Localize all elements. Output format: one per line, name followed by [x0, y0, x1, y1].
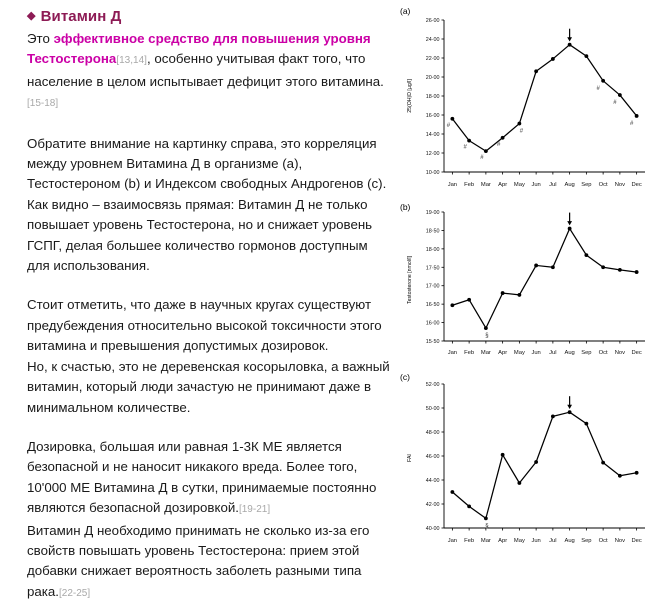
data-point-marker	[484, 149, 488, 153]
x-axis-tick-label: Jul	[549, 350, 557, 356]
line-chart-fai	[398, 372, 649, 557]
annotation-mark: #	[629, 120, 634, 127]
citation-ref: [15-18]	[27, 98, 59, 110]
x-axis-tick-label: May	[513, 182, 525, 188]
y-axis-tick-label: 20·00	[425, 75, 440, 81]
x-axis-tick-label: Apr	[498, 538, 508, 544]
data-point-marker	[584, 253, 588, 257]
annotation-mark: #	[519, 128, 524, 135]
text-run: , особенно учитывая факт того, что население в целом испытывает дефицит этого витамина.	[27, 51, 384, 89]
data-point-marker	[467, 505, 471, 509]
x-axis-tick-label: Jun	[531, 182, 541, 188]
data-point-marker	[551, 265, 555, 269]
annotation-mark: #	[463, 144, 467, 151]
x-axis-tick-label: Aug	[564, 538, 575, 544]
x-axis-tick-label: Mar	[480, 538, 491, 544]
text-run: Это	[27, 31, 54, 46]
data-point-marker	[501, 291, 505, 295]
y-axis-tick-label: 42·00	[425, 502, 440, 508]
annotation-mark: #	[496, 141, 501, 148]
line-chart-testosterone	[398, 202, 649, 372]
chart-panel-a	[398, 6, 649, 202]
annotation-mark: §	[485, 333, 489, 340]
x-axis-tick-label: Apr	[498, 350, 508, 356]
data-point-marker	[601, 265, 605, 269]
x-axis-tick-label: Feb	[464, 350, 475, 356]
y-axis-tick-label: 15·50	[425, 339, 440, 345]
x-axis-tick-label: May	[513, 350, 525, 356]
x-axis-tick-label: Aug	[564, 182, 575, 188]
paragraph-3	[27, 295, 390, 417]
x-axis-tick-label: Jan	[447, 350, 458, 356]
y-axis-tick-label: 10·00	[425, 170, 440, 176]
peak-arrow-head-icon	[567, 405, 572, 409]
y-axis-tick-label: 26·00	[425, 18, 440, 24]
x-axis-tick-label: Jan	[447, 182, 458, 188]
data-point-marker	[534, 69, 538, 73]
y-axis-tick-label: 52·00	[425, 382, 440, 388]
paragraph-2	[27, 134, 390, 277]
data-point-marker	[534, 264, 538, 268]
y-axis-tick-label: 16·00	[425, 113, 440, 119]
data-point-marker	[551, 57, 555, 61]
data-point-marker	[635, 114, 639, 118]
text-run: Дозировка, большая или равная 1-3К МЕ является безопасной и не наносит никакого вреда. Более того, 10'000 МЕ Витамина Д в сутки, принимаемые постоянно являются безопасной дозировкой.	[27, 438, 377, 516]
data-point-marker	[467, 139, 471, 143]
citation-ref: [19-21]	[238, 504, 271, 516]
chart-panel-c	[398, 372, 649, 557]
data-point-marker	[568, 410, 572, 414]
data-point-marker	[584, 54, 588, 58]
y-axis-tick-label: 14·00	[425, 132, 440, 138]
x-axis-tick-label: Oct	[598, 538, 608, 544]
data-point-marker	[635, 471, 639, 475]
data-point-marker	[618, 474, 622, 478]
x-axis-tick-label: Dec	[631, 182, 642, 188]
data-point-marker	[618, 268, 622, 272]
x-axis-tick-label: Oct	[598, 182, 608, 188]
annotation-mark: #	[613, 100, 617, 107]
annotation-mark: #	[596, 85, 600, 92]
y-axis-title: 25(OH)D [µg/l]	[407, 79, 413, 113]
y-axis-tick-label: 22·00	[425, 56, 440, 62]
y-axis-tick-label: 46·00	[425, 454, 440, 460]
x-axis-tick-label: Nov	[614, 182, 626, 188]
annotation-mark: #	[480, 155, 484, 162]
data-point-marker	[450, 303, 454, 307]
x-axis-tick-label: Mar	[480, 182, 491, 188]
x-axis-tick-label: Feb	[464, 182, 475, 188]
text-run: Стоит отметить, что даже в научных кругах существуют предубеждения относительно высокой токсичности этого витамина и превышения допустимых дозировок.	[27, 297, 382, 354]
y-axis-tick-label: 18·00	[425, 246, 440, 253]
line-chart-vitamin-d	[398, 6, 649, 202]
x-axis-tick-label: Sep	[581, 538, 592, 544]
x-axis-tick-label: Dec	[631, 538, 642, 544]
y-axis-tick-label: 17·50	[425, 265, 440, 272]
page-title	[27, 8, 390, 27]
y-axis-tick-label: 12·00	[425, 151, 440, 157]
y-axis-tick-label: 18·50	[425, 228, 440, 235]
data-point-marker	[450, 490, 454, 494]
peak-arrow-head-icon	[567, 37, 572, 41]
data-point-marker	[450, 117, 454, 121]
y-axis-tick-label: 40·00	[425, 526, 440, 532]
chart-panel-b	[398, 202, 649, 372]
y-axis-tick-label: 16·00	[425, 320, 440, 327]
y-axis-tick-label: 18·00	[425, 94, 440, 100]
text-run: Обратите внимание на картинку справа, это корреляция между уровнем Витамина Д в организме (a), Тестостероном (b) и Индексом свободных Андрогенов (c). Как видно – взаимосвязь прямая: Витамин Д не только повышает уровень Тестостерона, но и снижает уровень ГСПГ, делая большее количество гормонов доступным для использования.	[27, 135, 387, 274]
data-point-marker	[501, 453, 505, 457]
data-point-marker	[618, 93, 622, 97]
y-axis-tick-label: 48·00	[425, 430, 440, 436]
data-point-marker	[601, 79, 605, 83]
data-series-line	[452, 45, 636, 151]
y-axis-tick-label: 50·00	[425, 406, 440, 412]
data-point-marker	[484, 326, 488, 330]
x-axis-tick-label: Jul	[549, 182, 557, 188]
x-axis-tick-label: Aug	[564, 350, 575, 356]
x-axis-tick-label: Oct	[598, 350, 608, 356]
annotation-mark: #	[446, 122, 451, 129]
data-point-marker	[551, 415, 555, 419]
panel-label-c: (c)	[400, 372, 410, 382]
y-axis-tick-label: 44·00	[425, 478, 440, 484]
data-series-line	[452, 229, 636, 329]
x-axis-tick-label: Jun	[531, 538, 541, 544]
highlighted-phrase: эффективное средство для повышения уровня Тестостерона	[27, 31, 371, 67]
data-point-marker	[601, 461, 605, 465]
citation-ref: [22-25]	[59, 587, 91, 599]
x-axis-tick-label: Nov	[614, 350, 626, 356]
data-point-marker	[635, 270, 639, 274]
y-axis-tick-label: 19·00	[425, 210, 440, 216]
annotation-mark: §	[485, 523, 489, 530]
y-axis-tick-label: 16·50	[425, 302, 440, 309]
diamond-bullet-icon: ◆	[27, 10, 36, 22]
data-point-marker	[568, 43, 572, 47]
x-axis-tick-label: Dec	[631, 350, 642, 356]
text-run: Но, к счастью, это не деревенская косорыловка, а важный витамин, который люди зачастую не принимают даже в минимальном количестве.	[27, 358, 390, 415]
y-axis-title: FAI	[407, 454, 413, 462]
x-axis-tick-label: May	[513, 538, 525, 544]
data-point-marker	[484, 517, 488, 521]
peak-arrow-head-icon	[567, 221, 572, 225]
data-point-marker	[517, 481, 521, 485]
paragraph-1	[27, 29, 390, 115]
x-axis-tick-label: Mar	[480, 350, 491, 356]
data-point-marker	[584, 422, 588, 426]
data-point-marker	[517, 293, 521, 297]
data-series-line	[452, 412, 636, 518]
x-axis-tick-label: Jan	[447, 538, 458, 544]
data-point-marker	[501, 136, 505, 140]
x-axis-tick-label: Jul	[549, 538, 557, 544]
y-axis-title: Testosterone [nmol/l]	[407, 256, 413, 304]
figure-column	[398, 0, 649, 593]
paragraph-4	[27, 437, 390, 604]
x-axis-tick-label: Jun	[531, 350, 541, 356]
panel-label-b: (b)	[400, 202, 411, 212]
data-point-marker	[568, 227, 572, 231]
y-axis-tick-label: 17·00	[425, 283, 440, 290]
data-point-marker	[467, 298, 471, 302]
citation-ref: [13,14]	[116, 55, 147, 67]
x-axis-tick-label: Sep	[581, 350, 592, 356]
y-axis-tick-label: 24·00	[425, 37, 440, 43]
page-title-text: Витамин Д	[40, 8, 122, 25]
x-axis-tick-label: Feb	[464, 538, 475, 544]
data-point-marker	[534, 460, 538, 464]
x-axis-tick-label: Nov	[614, 538, 626, 544]
panel-label-a: (a)	[400, 6, 411, 16]
x-axis-tick-label: Apr	[498, 182, 508, 188]
data-point-marker	[517, 122, 521, 126]
text-run: Витамин Д необходимо принимать не сколько из-за его свойств повышать уровень Тестостерона: прием этой добавки снижает вероятность заболеть разными типа рака.	[27, 522, 370, 599]
x-axis-tick-label: Sep	[581, 182, 592, 188]
